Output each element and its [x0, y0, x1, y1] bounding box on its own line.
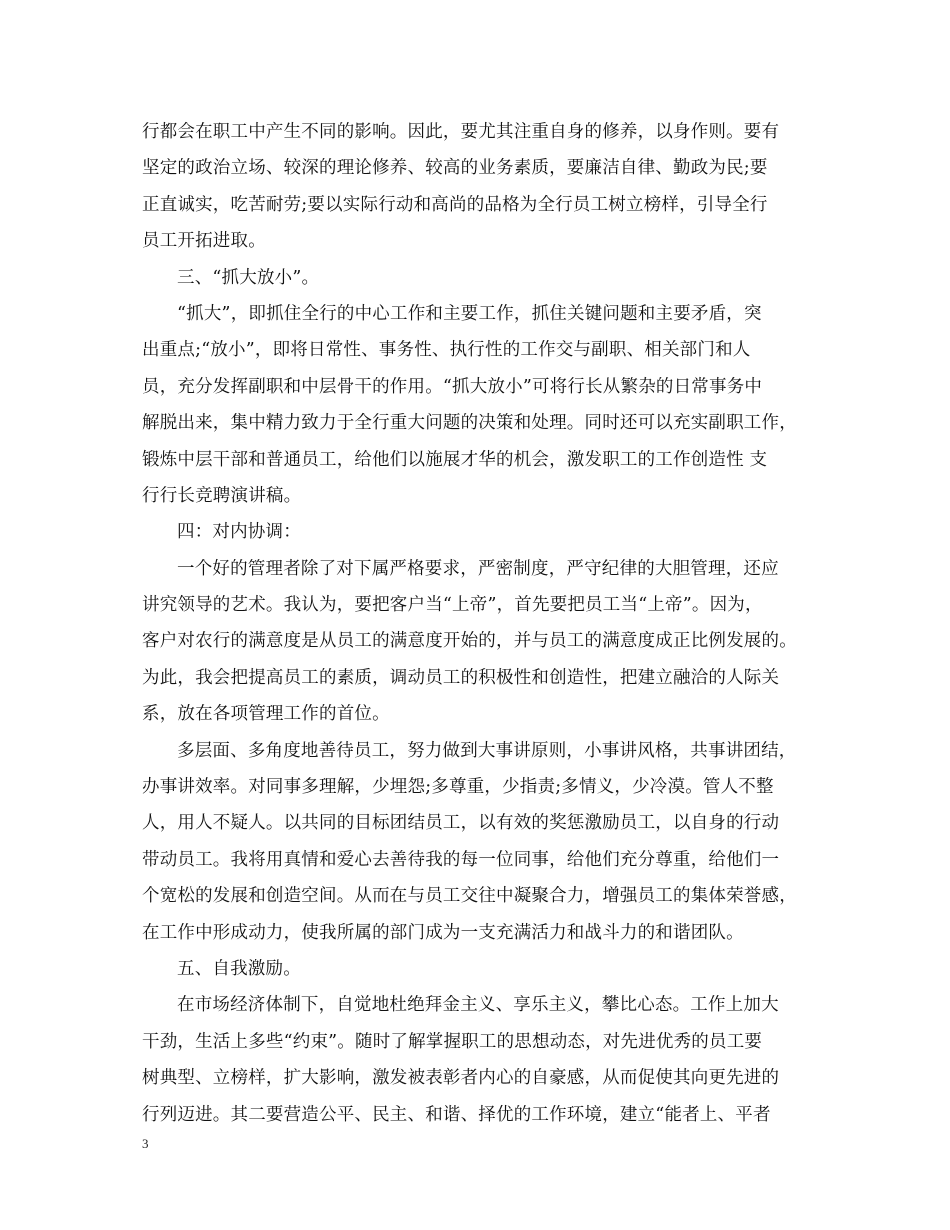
text-line: 树典型、立榜样，扩大影响，激发被表彰者内心的自豪感，从而促使其向更先进的 — [142, 1068, 780, 1089]
text-line: 一个好的管理者除了对下属严格要求，严密制度，严守纪律的大胆管理，还应 — [177, 558, 779, 579]
text-line: 客户对农行的满意度是从员工的满意度开始的，并与员工的满意度成正比例发展的。 — [142, 631, 797, 652]
text-line: 员，充分发挥副职和中层骨干的作用。“抓大放小”可将行长从繁杂的日常事务中 — [142, 376, 763, 397]
text-line: 五、自我激励。 — [177, 958, 301, 979]
text-line: 在工作中形成动力，使我所属的部门成为一支充满活力和战斗力的和谐团队。 — [142, 922, 744, 943]
text-line: 带动员工。我将用真情和爱心去善待我的每一位同事，给他们充分尊重，给他们一 — [142, 849, 780, 870]
text-line: 行行长竞聘演讲稿。 — [142, 485, 302, 506]
page-number: 3 — [142, 1136, 149, 1151]
text-line: 行列迈进。其二要营造公平、民主、和谐、择优的工作环境，建立“能者上、平者 — [142, 1104, 771, 1125]
text-line: 人，用人不疑人。以共同的目标团结员工，以有效的奖惩激励员工，以自身的行动 — [142, 813, 780, 834]
text-line: 正直诚实，吃苦耐劳;要以实际行动和高尚的品格为全行员工树立榜样，引导全行 — [142, 194, 768, 215]
text-line: 为此，我会把提高员工的素质，调动员工的积极性和创造性，把建立融洽的人际关 — [142, 667, 780, 688]
body-text — [142, 114, 822, 1133]
text-line: 干劲，生活上多些“约束”。随时了解掌握职工的思想动态，对先进优秀的员工要 — [142, 1031, 763, 1052]
text-line: 在市场经济体制下，自觉地杜绝拜金主义、享乐主义，攀比心态。工作上加大 — [177, 995, 779, 1016]
text-line: 员工开拓进取。 — [142, 231, 266, 252]
text-line: 三、“抓大放小”。 — [177, 267, 320, 288]
text-line: 出重点;“放小”，即将日常性、事务性、执行性的工作交与副职、相关部门和人 — [142, 340, 751, 361]
text-line: 系，放在各项管理工作的首位。 — [142, 704, 390, 725]
text-line: 解脱出来，集中精力致力于全行重大问题的决策和处理。同时还可以充实副职工作， — [142, 413, 797, 434]
text-line: “抓大”，即抓住全行的中心工作和主要工作，抓住关键问题和主要矛盾，突 — [177, 303, 762, 324]
text-line: 锻炼中层干部和普通员工，给他们以施展才华的机会，激发职工的工作创造性 支 — [142, 449, 768, 470]
text-line: 讲究领导的艺术。我认为，要把客户当“上帝”，首先要把员工当“上帝”。因为， — [142, 595, 763, 616]
text-line: 四：对内协调： — [177, 522, 301, 543]
text-line: 行都会在职工中产生不同的影响。因此，要尤其注重自身的修养，以身作则。要有 — [142, 122, 780, 142]
text-line: 多层面、多角度地善待员工，努力做到大事讲原则，小事讲风格，共事讲团结， — [177, 740, 797, 761]
text-line: 坚定的政治立场、较深的理论修养、较高的业务素质，要廉洁自律、勤政为民;要 — [142, 158, 768, 179]
text-line: 办事讲效率。对同事多理解，少埋怨;多尊重，少指责;多情义，少冷漠。管人不整 — [142, 777, 774, 798]
text-line: 个宽松的发展和创造空间。从而在与员工交往中凝聚合力，增强员工的集体荣誉感， — [142, 886, 797, 907]
